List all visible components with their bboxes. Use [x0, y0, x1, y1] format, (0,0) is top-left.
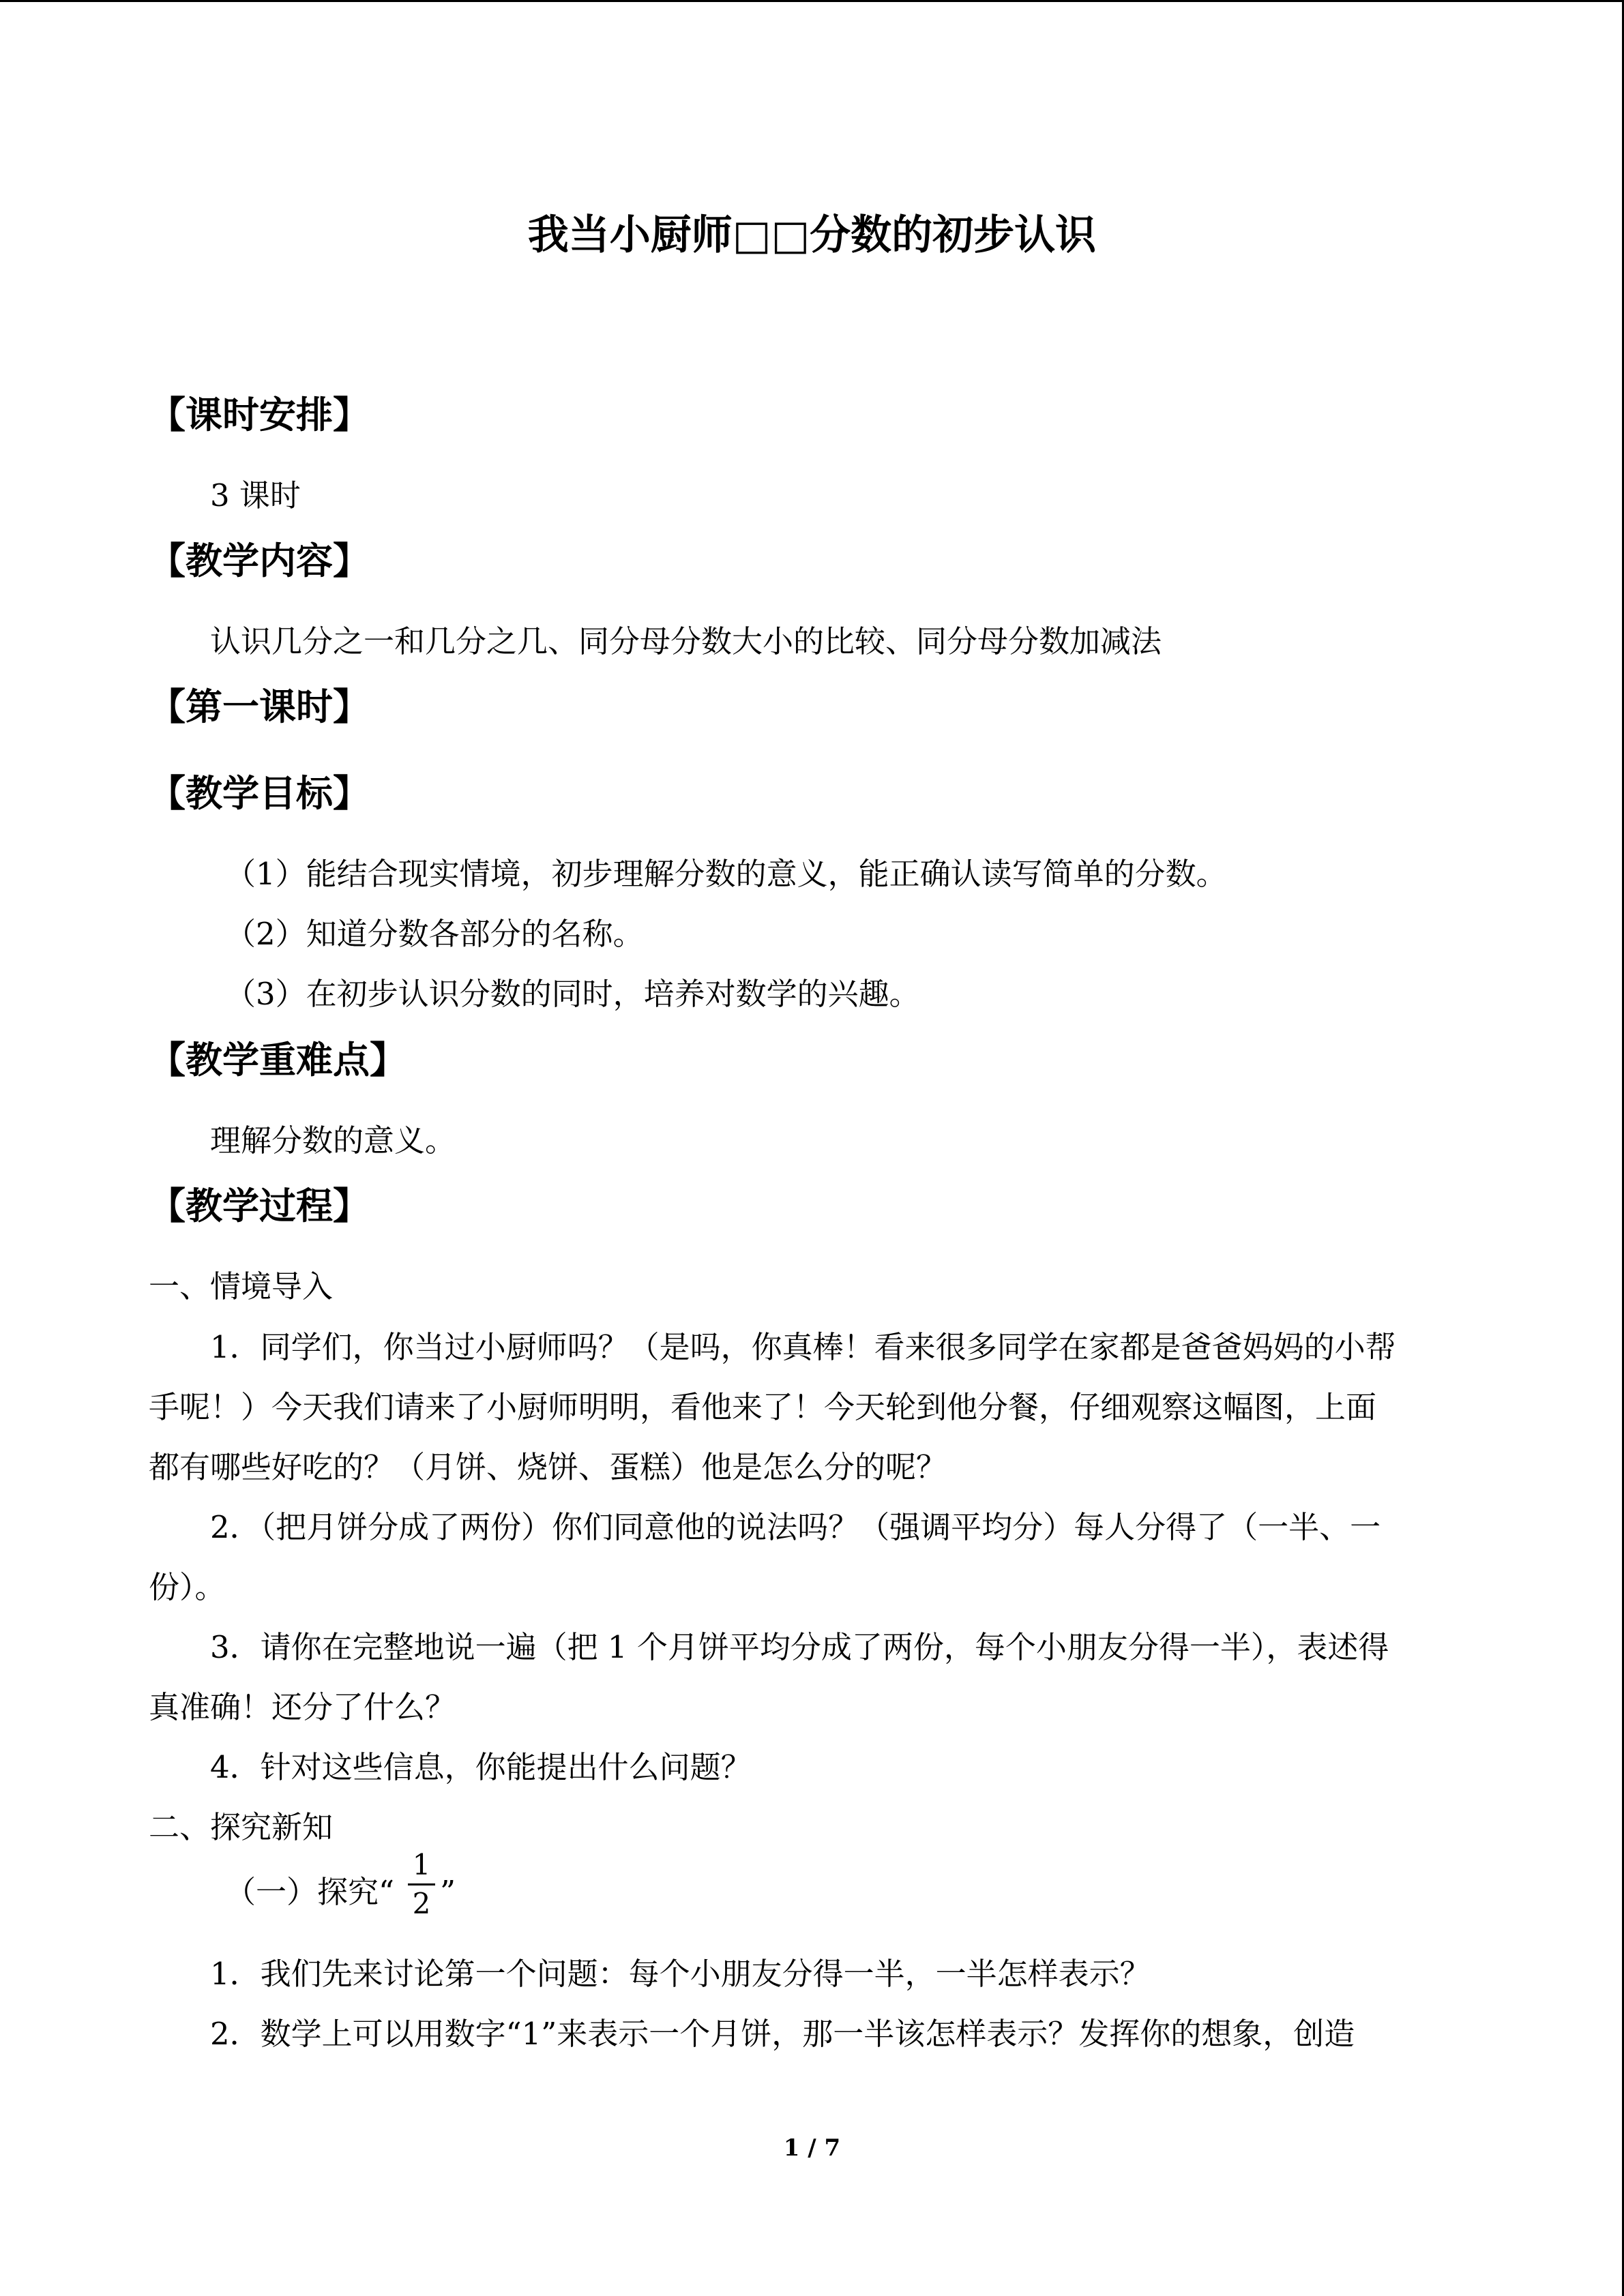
paragraph-4: 4．针对这些信息，你能提出什么问题？ [210, 1749, 752, 1785]
paragraph-3-line-2: 真准确！还分了什么？ [149, 1689, 456, 1725]
subsection-1-prefix: （一）探究“ [225, 1874, 395, 1910]
fraction-one-half [408, 1848, 435, 1921]
goal-item-1: （1）能结合现实情境，初步理解分数的意义，能正确认读写简单的分数。 [225, 856, 1227, 892]
content-text: 认识几分之一和几分之几、同分母分数大小的比较、同分母分数加减法 [210, 623, 1162, 659]
paragraph-2-line-2: 份）。 [149, 1569, 226, 1605]
paragraph-1-line-1: 1．同学们，你当过小厨师吗？（是吗，你真棒！看来很多同学在家都是爸爸妈妈的小帮 [210, 1329, 1396, 1365]
difficulty-text: 理解分数的意义。 [210, 1122, 456, 1159]
heading-process: 【教学过程】 [149, 1184, 370, 1227]
heading-content: 【教学内容】 [149, 539, 370, 582]
page-number: 1 / 7 [783, 2134, 841, 2162]
heading-first-lesson: 【第一课时】 [149, 685, 370, 728]
subsection-1-suffix: ” [440, 1874, 456, 1910]
fraction-bar [408, 1883, 435, 1885]
paragraph-1-line-3: 都有哪些好吃的？（月饼、烧饼、蛋糕）他是怎么分的呢？ [149, 1449, 947, 1485]
paragraph-3-line-1: 3．请你在完整地说一遍（把 1 个月饼平均分成了两份，每个小朋友分得一半），表述得 [210, 1629, 1389, 1665]
part2-heading: 二、探究新知 [149, 1809, 334, 1845]
heading-schedule: 【课时安排】 [149, 393, 370, 436]
fraction-numerator: 1 [412, 1848, 431, 1881]
part1-heading: 一、情境导入 [149, 1268, 334, 1304]
heading-difficulty: 【教学重难点】 [149, 1038, 407, 1082]
goal-item-3: （3）在初步认识分数的同时，培养对数学的兴趣。 [225, 976, 920, 1012]
heading-goals: 【教学目标】 [149, 771, 370, 815]
paragraph-2-line-1: 2．（把月饼分成了两份）你们同意他的说法吗？（强调平均分）每人分得了（一半、一 [210, 1509, 1381, 1545]
fraction-denominator: 2 [412, 1887, 431, 1920]
document-title: 我当小厨师□□分数的初步认识 [527, 211, 1097, 259]
goal-item-2: （2）知道分数各部分的名称。 [225, 916, 644, 952]
question-1: 1．我们先来讨论第一个问题：每个小朋友分得一半，一半怎样表示？ [210, 1956, 1151, 1992]
paragraph-1-line-2: 手呢！）今天我们请来了小厨师明明，看他来了！今天轮到他分餐，仔细观察这幅图，上面 [149, 1389, 1377, 1425]
question-2: 2．数学上可以用数字“1”来表示一个月饼，那一半该怎样表示？发挥你的想象，创造 [210, 2016, 1355, 2052]
schedule-text: 3 课时 [210, 477, 301, 513]
